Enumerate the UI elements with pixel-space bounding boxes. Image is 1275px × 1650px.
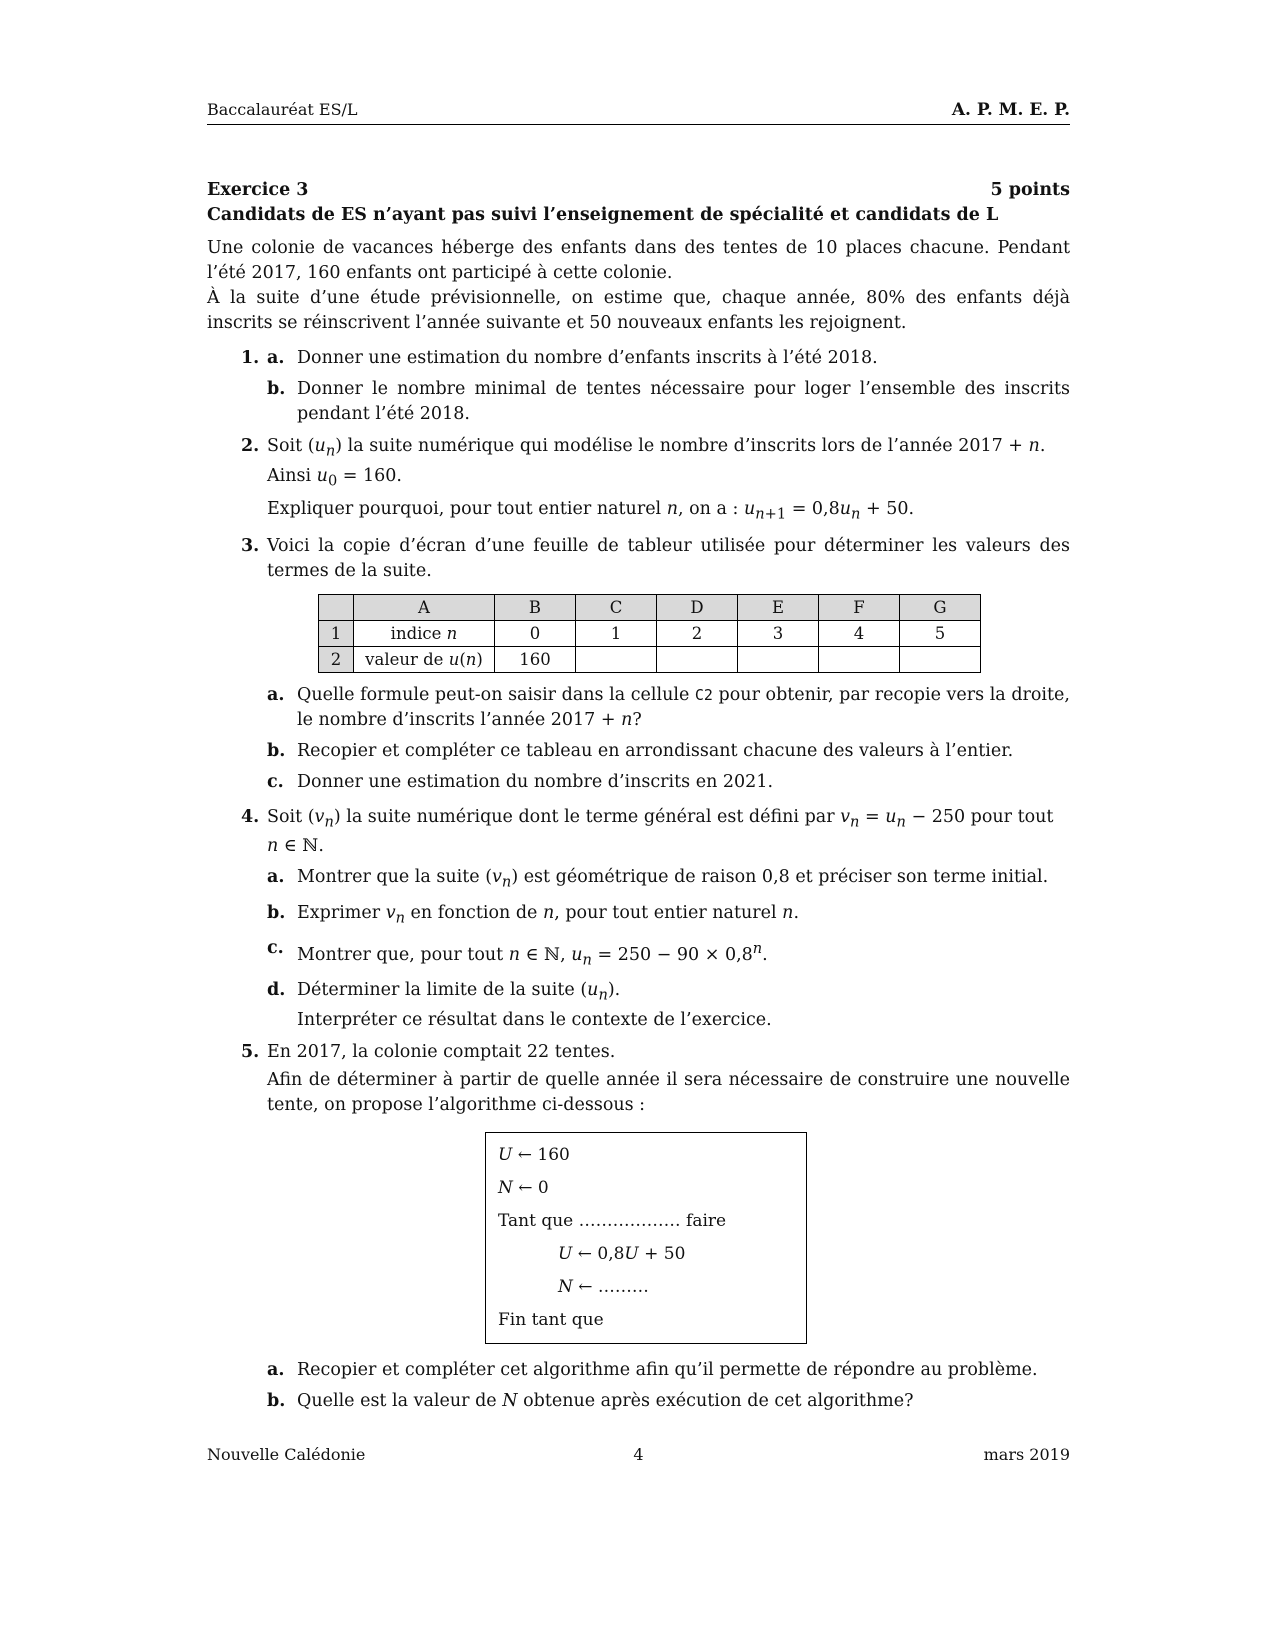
- question-text: Soit $(v_n)$ la suite numérique dont le terme général est défini par $v_n = u_n - 250$ pour tout n ∈ ℕ.: [267, 806, 1054, 856]
- question-text: Donner une estimation du nombre d’inscrits en 2021.: [297, 771, 774, 792]
- question-4a: [267, 865, 1070, 895]
- algo-line: U ← 0,8U + 50: [558, 1243, 686, 1264]
- question-4c: [267, 936, 1070, 972]
- corner-cell: [319, 594, 354, 620]
- sub-label: a.: [267, 1359, 285, 1380]
- cell-g1: 5: [900, 620, 981, 646]
- sub-label: c.: [267, 938, 284, 958]
- question-5a: [267, 1358, 1070, 1383]
- question-4b: [267, 901, 1070, 931]
- cell-g2: [900, 646, 981, 672]
- question-number: 4.: [241, 806, 260, 827]
- question-2: [207, 434, 1070, 527]
- exercise-subtitle: Candidats de ES n’ayant pas suivi l’enseignement de spécialité et candidats de L: [207, 205, 999, 225]
- header-right: A. P. M. E. P.: [951, 100, 1070, 120]
- header-left: Baccalauréat ES/L: [207, 100, 358, 119]
- question-4: [207, 805, 1070, 1033]
- question-3a: [267, 683, 1070, 733]
- table-row: [319, 594, 981, 620]
- question-text: Recopier et compléter ce tableau en arrondissant chacune des valeurs à l’entier.: [297, 740, 1014, 761]
- question-text: Expliquer pourquoi, pour tout entier naturel n, on a : $u_{n+1} = 0,8u_n + 50$.: [267, 499, 915, 523]
- sub-label: a.: [267, 684, 285, 705]
- exercise-title: Exercice 3: [207, 180, 309, 200]
- row-number: 2: [319, 646, 354, 672]
- question-1: [207, 346, 1070, 427]
- col-header: G: [900, 594, 981, 620]
- question-text: Soit $(u_n)$ la suite numérique qui modélise le nombre d’inscrits lors de l’année 2017 + n. Ainsi $u_0 = 160$.: [267, 436, 1046, 489]
- question-text: Quelle formule peut-on saisir dans la cellule C2 pour obtenir, par recopie vers la droite, le nombre d’inscrits l’année 2017 + n?: [297, 684, 1070, 730]
- question-3c: [267, 770, 1070, 795]
- cell-d1: 2: [657, 620, 738, 646]
- cell-e1: 3: [738, 620, 819, 646]
- cell-b2: 160: [495, 646, 576, 672]
- table-row: [319, 620, 981, 646]
- sub-label: d.: [267, 980, 286, 1001]
- question-number: 5.: [241, 1041, 260, 1062]
- question-text: Déterminer la limite de la suite $(u_n)$.: [297, 980, 621, 1004]
- question-1b: [267, 377, 1070, 427]
- cell-e2: [738, 646, 819, 672]
- question-5: [207, 1040, 1070, 1414]
- cell-a2: valeur de u(n): [354, 646, 495, 672]
- table-row: [319, 646, 981, 672]
- algorithm-box: [485, 1132, 807, 1344]
- exercise-points: 5 points: [990, 180, 1070, 200]
- cell-a1: indice n: [354, 620, 495, 646]
- col-header: B: [495, 594, 576, 620]
- page-number: 4: [633, 1445, 644, 1464]
- sub-label: a.: [267, 348, 285, 368]
- question-5b: [267, 1389, 1070, 1414]
- question-text: Interpréter ce résultat dans le contexte de l’exercice.: [297, 1009, 772, 1030]
- col-header: A: [354, 594, 495, 620]
- cell-d2: [657, 646, 738, 672]
- sub-label: c.: [267, 771, 284, 792]
- question-text: Exprimer $v_n$ en fonction de n, pour tout entier naturel n.: [297, 902, 800, 926]
- question-text: Montrer que, pour tout n ∈ ℕ, $u_n = 250 - 90 \times 0,8^n$.: [297, 940, 768, 969]
- exercise-body: [207, 178, 1070, 1414]
- question-4d: [267, 978, 1070, 1033]
- question-text: Donner le nombre minimal de tentes nécessaire pour loger l’ensemble des inscrits pendant l’été 2018.: [297, 379, 1070, 424]
- col-header: C: [576, 594, 657, 620]
- header-rule: [207, 124, 1070, 125]
- cell-f1: 4: [819, 620, 900, 646]
- question-text: Voici la copie d’écran d’une feuille de tableur utilisée pour déterminer les valeurs des termes de la suite.: [267, 535, 1070, 581]
- question-number: 2.: [241, 436, 260, 456]
- question-text: Recopier et compléter cet algorithme afin qu’il permette de répondre au problème.: [297, 1359, 1038, 1380]
- sub-label: a.: [267, 867, 285, 887]
- question-1a: [267, 346, 1070, 371]
- sub-label: b.: [267, 1390, 286, 1411]
- algo-line: Tant que ……………… faire: [498, 1210, 727, 1231]
- row-number: 1: [319, 620, 354, 646]
- question-text: Afin de déterminer à partir de quelle année il sera nécessaire de construire une nouvelle tente, on propose l’algorithme ci-dessous :: [267, 1069, 1070, 1115]
- spreadsheet-table: [318, 594, 981, 673]
- algo-line: N ← ………: [558, 1276, 649, 1297]
- question-number: 1.: [241, 348, 260, 368]
- sub-label: b.: [267, 902, 286, 923]
- intro-paragraph-2: À la suite d’une étude prévisionnelle, on estime que, chaque année, 80% des enfants déjà inscrits se réinscrivent l’année suivante et 50 nouveaux enfants les rejoignent.: [207, 288, 1070, 333]
- question-text: Donner une estimation du nombre d’enfants inscrits à l’été 2018.: [297, 348, 878, 368]
- footer-right: mars 2019: [983, 1445, 1070, 1464]
- col-header: D: [657, 594, 738, 620]
- sub-label: b.: [267, 740, 286, 761]
- sub-label: b.: [267, 379, 286, 399]
- cell-f2: [819, 646, 900, 672]
- exercise-title-row: [207, 178, 1070, 203]
- question-3b: [267, 739, 1070, 764]
- intro-paragraph-1: Une colonie de vacances héberge des enfants dans des tentes de 10 places chacune. Pendant l’été 2017, 160 enfants ont participé à cette colonie.: [207, 238, 1070, 283]
- cell-c2: [576, 646, 657, 672]
- col-header: E: [738, 594, 819, 620]
- algo-line: U ← 160: [498, 1144, 570, 1165]
- question-3: [207, 534, 1070, 795]
- question-text: En 2017, la colonie comptait 22 tentes.: [267, 1041, 616, 1062]
- col-header: F: [819, 594, 900, 620]
- algo-line: N ← 0: [498, 1177, 549, 1198]
- footer-left: Nouvelle Calédonie: [207, 1445, 366, 1464]
- question-number: 3.: [241, 535, 260, 556]
- question-text: Quelle est la valeur de N obtenue après exécution de cet algorithme?: [297, 1390, 914, 1411]
- cell-c1: 1: [576, 620, 657, 646]
- algo-line: Fin tant que: [498, 1309, 604, 1330]
- cell-b1: 0: [495, 620, 576, 646]
- question-text: Montrer que la suite $(v_n)$ est géométrique de raison 0,8 et préciser son terme initial.: [297, 867, 1049, 891]
